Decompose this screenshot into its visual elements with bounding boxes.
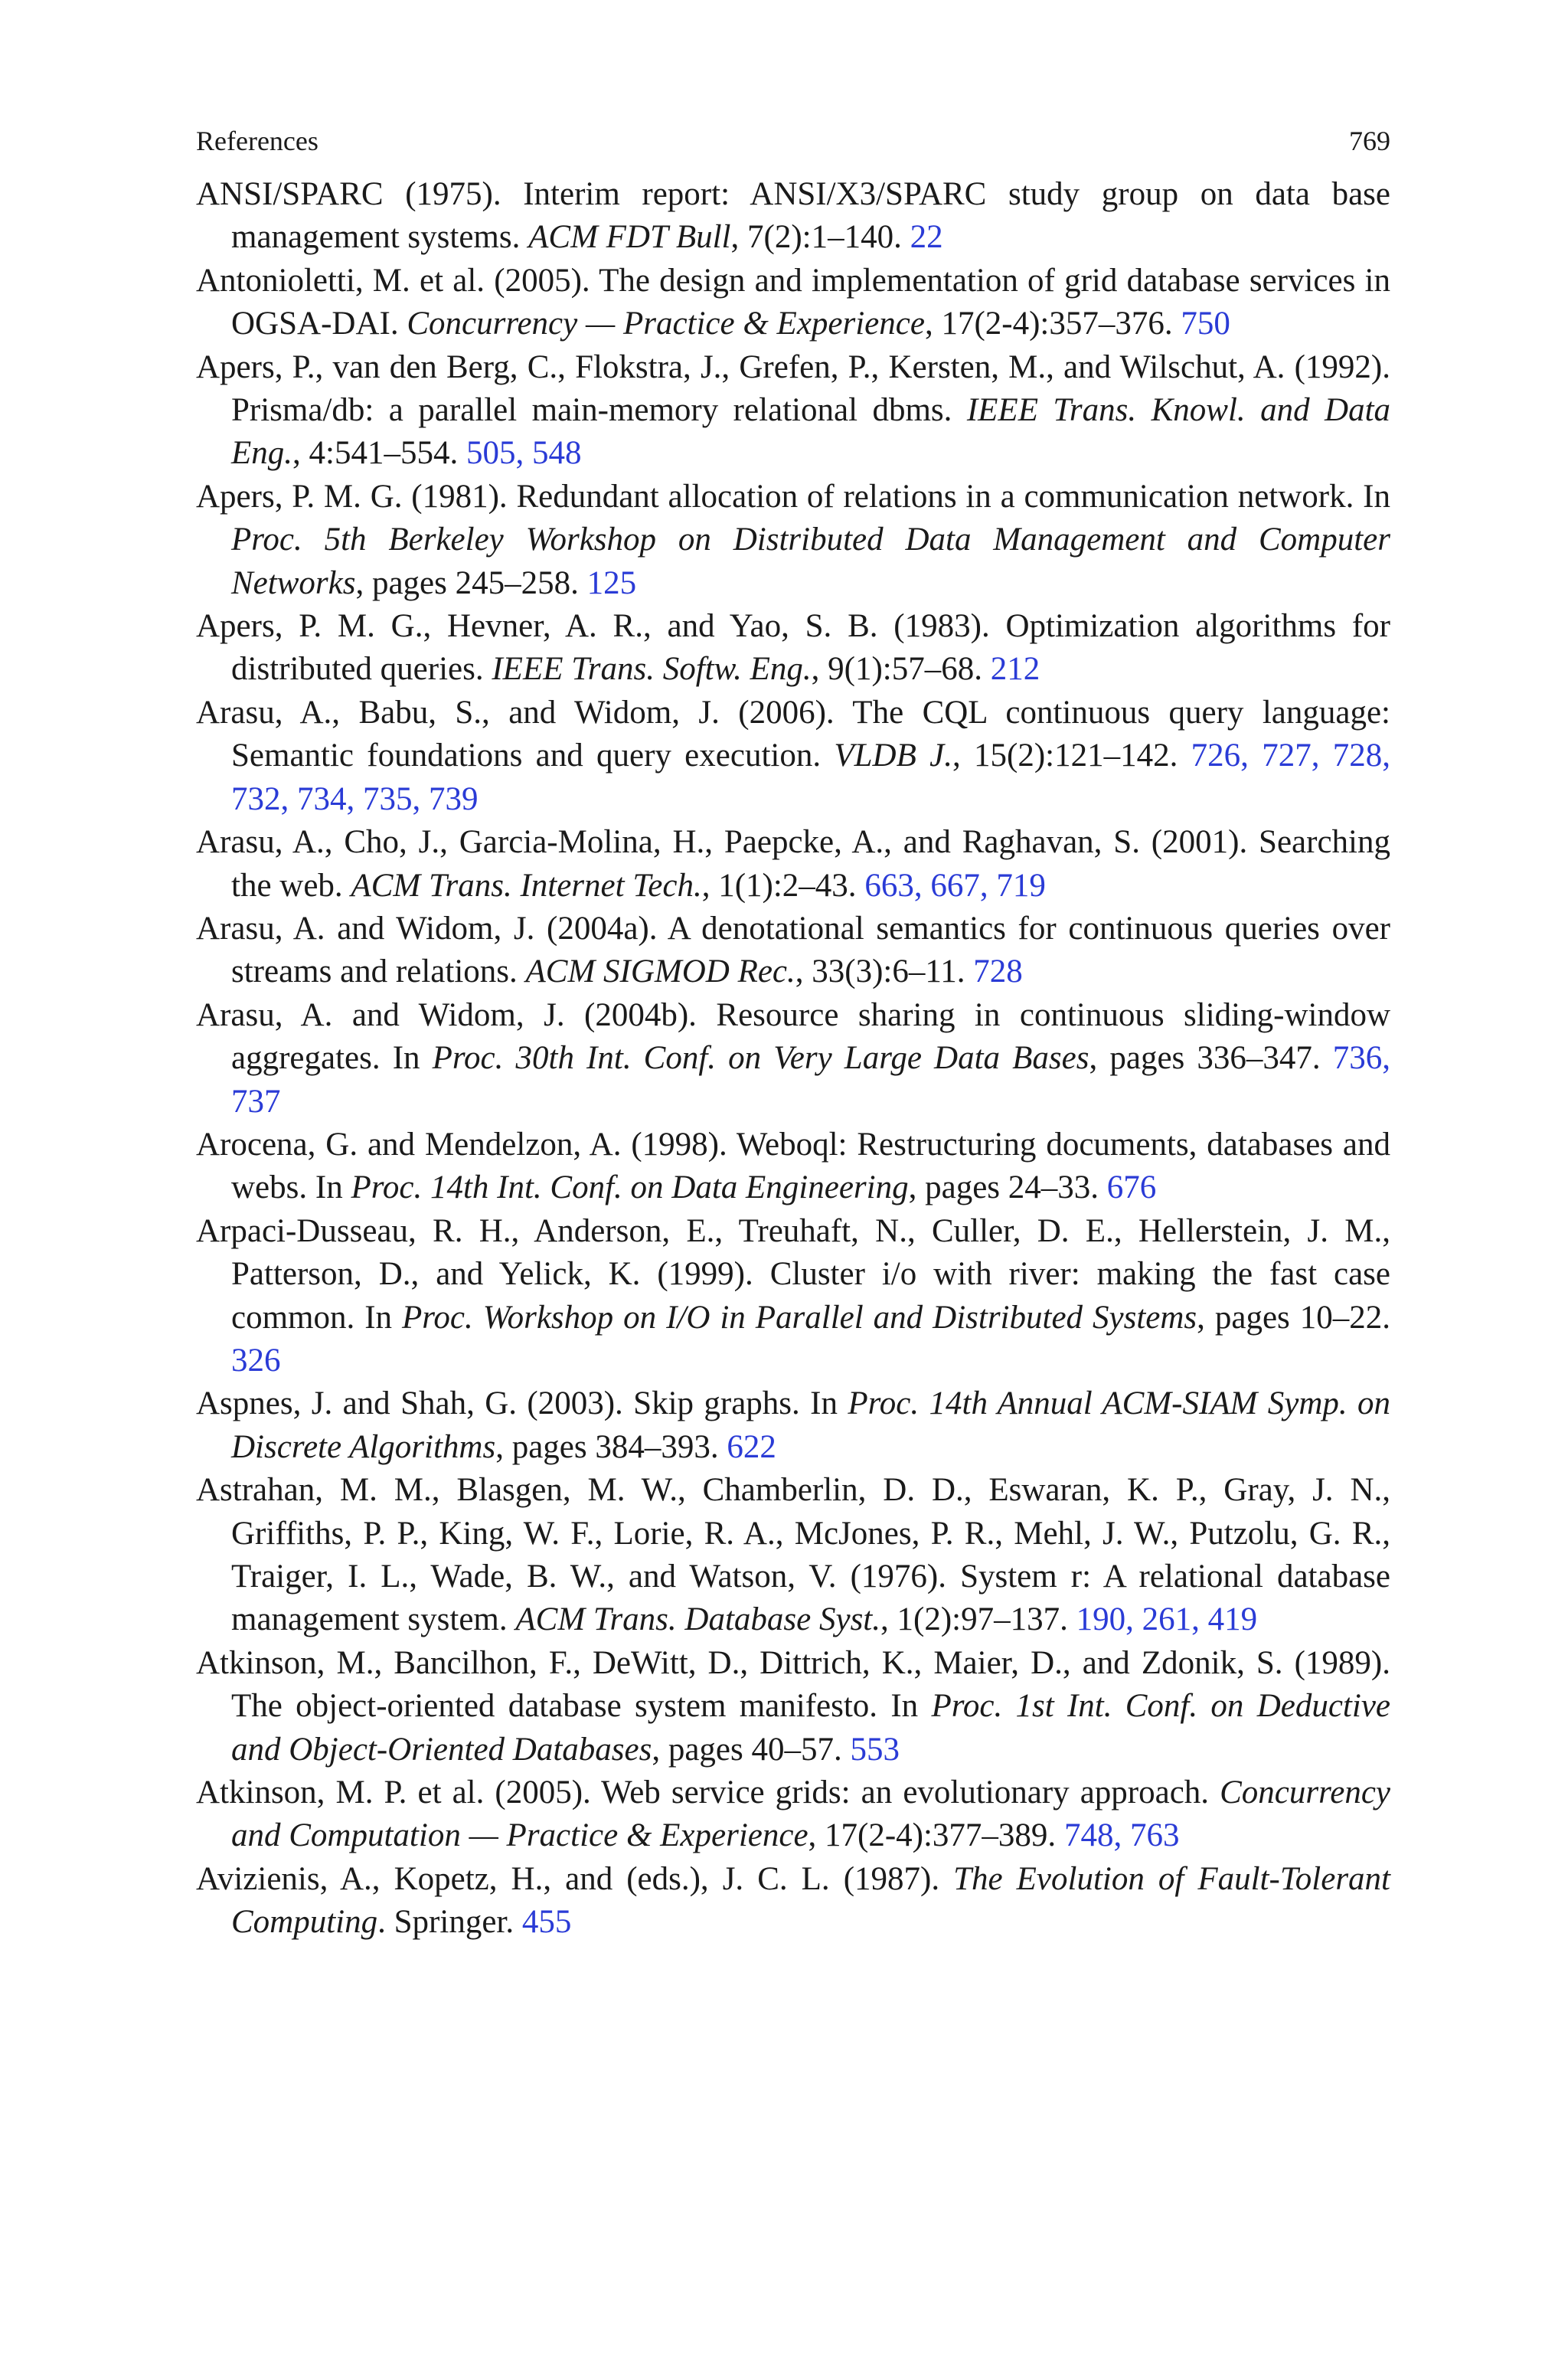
reference-text: , 17(2-4):357–376. [924, 306, 1181, 342]
reference-venue: IEEE Trans. Softw. Eng. [492, 651, 812, 688]
reference-entry [196, 1642, 1390, 1771]
reference-text: , pages 336–347. [1089, 1040, 1333, 1077]
section-title: References [196, 126, 318, 156]
reference-text: Atkinson, M. P. et al. (2005). Web service grids: an evolutionary approach. [196, 1775, 1220, 1811]
reference-venue: ACM FDT Bull [528, 219, 731, 256]
page-backlink[interactable]: 736, 737 [231, 1040, 1390, 1120]
reference-text: , 7(2):1–140. [730, 219, 910, 256]
reference-text: ANSI/SPARC (1975). Interim report: ANSI/X3/SPARC study group on data base management systems. [196, 176, 1390, 256]
reference-text: , pages 24–33. [908, 1169, 1107, 1206]
page-backlink[interactable]: 728 [973, 953, 1023, 990]
page-backlink[interactable]: 22 [910, 219, 943, 256]
page-backlink[interactable]: 505, 548 [466, 435, 582, 472]
page-backlink[interactable]: 190, 261, 419 [1076, 1601, 1258, 1638]
page-backlink[interactable]: 212 [990, 651, 1040, 688]
reference-text: , 15(2):121–142. [952, 738, 1191, 774]
reference-text: , pages 10–22. [1197, 1299, 1391, 1336]
reference-text: Apers, P., van den Berg, C., Flokstra, J., Grefen, P., Kersten, M., and Wilschut, A. (1992). Prisma/db: a parallel main-memory relational dbms. [196, 348, 1390, 429]
reference-entry [196, 994, 1390, 1124]
reference-text: , pages 40–57. [652, 1731, 851, 1768]
page-backlink[interactable]: 750 [1181, 306, 1230, 342]
page-backlink[interactable]: 455 [521, 1904, 572, 1941]
reference-text: Apers, P. M. G., Hevner, A. R., and Yao, S. B. (1983). Optimization algorithms for distributed queries. [196, 608, 1390, 688]
reference-venue: Proc. 30th Int. Conf. on Very Large Data Bases [432, 1040, 1089, 1077]
reference-entry [196, 173, 1390, 260]
reference-text: , 9(1):57–68. [811, 651, 991, 688]
reference-entry [196, 821, 1390, 908]
reference-entry [196, 908, 1390, 994]
reference-text: . Springer. [377, 1904, 522, 1941]
reference-venue: Concurrency — Practice & Experience [407, 306, 925, 342]
reference-entry [196, 1124, 1390, 1210]
reference-text: , 17(2-4):377–389. [808, 1817, 1064, 1854]
page-backlink[interactable]: 748, 763 [1063, 1817, 1180, 1854]
reference-text: Astrahan, M. M., Blasgen, M. W., Chamberlin, D. D., Eswaran, K. P., Gray, J. N., Griffiths, P. P., King, W. F., Lorie, R. A., McJones, P. R., Mehl, J. W., Putzolu, G. R., Traiger, I. L., Wade, B. W., and Watson, V. (1976). System r: A relational database management system. [196, 1472, 1390, 1638]
page-backlink[interactable]: 326 [231, 1342, 281, 1379]
reference-entry [196, 692, 1390, 821]
reference-entry [196, 1210, 1390, 1383]
running-head [196, 123, 1390, 159]
reference-venue: Proc. 5th Berkeley Workshop on Distributed Data Management and Computer Networks [231, 522, 1390, 601]
reference-text: , pages 245–258. [355, 564, 587, 601]
reference-venue: VLDB J. [834, 738, 952, 774]
page-backlink[interactable]: 663, 667, 719 [864, 867, 1046, 904]
reference-venue: IEEE Trans. Knowl. and Data Eng. [231, 392, 1391, 472]
reference-text: Arasu, A., Cho, J., Garcia-Molina, H., Paepcke, A., and Raghavan, S. (2001). Searching the web. [196, 824, 1390, 904]
reference-venue: ACM Trans. Internet Tech. [351, 867, 702, 904]
reference-text: , 1(1):2–43. [701, 867, 865, 904]
page-number: 769 [1349, 126, 1390, 156]
reference-text: , 33(3):6–11. [795, 953, 974, 990]
reference-venue: The Evolution of Fault-Tolerant Computing [231, 1860, 1390, 1941]
reference-text: , 1(2):97–137. [880, 1601, 1076, 1638]
reference-venue: Concurrency and Computation — Practice & Experience [231, 1775, 1390, 1854]
reference-text: Antonioletti, M. et al. (2005). The design and implementation of grid database services in OGSA-DAI. [196, 262, 1390, 342]
page-backlink[interactable]: 676 [1106, 1169, 1157, 1206]
reference-text: Atkinson, M., Bancilhon, F., DeWitt, D., Dittrich, K., Maier, D., and Zdonik, S. (1989). The object-oriented database system manifesto. In [196, 1644, 1390, 1725]
reference-text: Aspnes, J. and Shah, G. (2003). Skip graphs. In [196, 1385, 848, 1422]
reference-venue: ACM SIGMOD Rec. [525, 953, 795, 990]
page-backlink[interactable]: 726, 727, 728, 732, 734, 735, 739 [231, 738, 1390, 817]
reference-entry [196, 1382, 1390, 1469]
reference-venue: Proc. 1st Int. Conf. on Deductive and Object-Oriented Databases [231, 1688, 1390, 1768]
reference-entry [196, 346, 1390, 476]
reference-text: Avizienis, A., Kopetz, H., and (eds.), J. C. L. (1987). [196, 1860, 954, 1897]
reference-list [196, 173, 1390, 1945]
reference-venue: Proc. 14th Int. Conf. on Data Engineering [351, 1169, 909, 1206]
reference-text: Arasu, A. and Widom, J. (2004b). Resource sharing in continuous sliding-window aggregates. In [196, 996, 1390, 1077]
reference-venue: Proc. 14th Annual ACM-SIAM Symp. on Discrete Algorithms [231, 1385, 1391, 1465]
reference-venue: ACM Trans. Database Syst. [515, 1601, 881, 1638]
reference-entry [196, 260, 1390, 346]
reference-text: , pages 384–393. [495, 1428, 727, 1465]
page-backlink[interactable]: 622 [727, 1428, 776, 1465]
reference-text: , 4:541–554. [292, 435, 466, 472]
reference-text: Arpaci-Dusseau, R. H., Anderson, E., Treuhaft, N., Culler, D. E., Hellerstein, J. M., Patterson, D., and Yelick, K. (1999). Cluster i/o with river: making the fast case common. In [196, 1212, 1390, 1336]
reference-entry [196, 1771, 1390, 1858]
reference-venue: Proc. Workshop on I/O in Parallel and Distributed Systems [402, 1299, 1197, 1336]
reference-text: Arasu, A. and Widom, J. (2004a). A denotational semantics for continuous queries over streams and relations. [196, 910, 1390, 990]
page [196, 123, 1390, 1945]
reference-entry [196, 605, 1390, 692]
reference-text: Apers, P. M. G. (1981). Redundant allocation of relations in a communication network. In [196, 478, 1390, 515]
reference-entry [196, 476, 1390, 605]
reference-entry [196, 1858, 1390, 1945]
reference-entry [196, 1469, 1390, 1642]
page-backlink[interactable]: 125 [586, 564, 637, 601]
reference-text: Arocena, G. and Mendelzon, A. (1998). Weboql: Restructuring documents, databases and webs. In [196, 1126, 1390, 1206]
reference-text: Arasu, A., Babu, S., and Widom, J. (2006). The CQL continuous query language: Semantic foundations and query execution. [196, 694, 1390, 774]
page-backlink[interactable]: 553 [850, 1731, 900, 1768]
